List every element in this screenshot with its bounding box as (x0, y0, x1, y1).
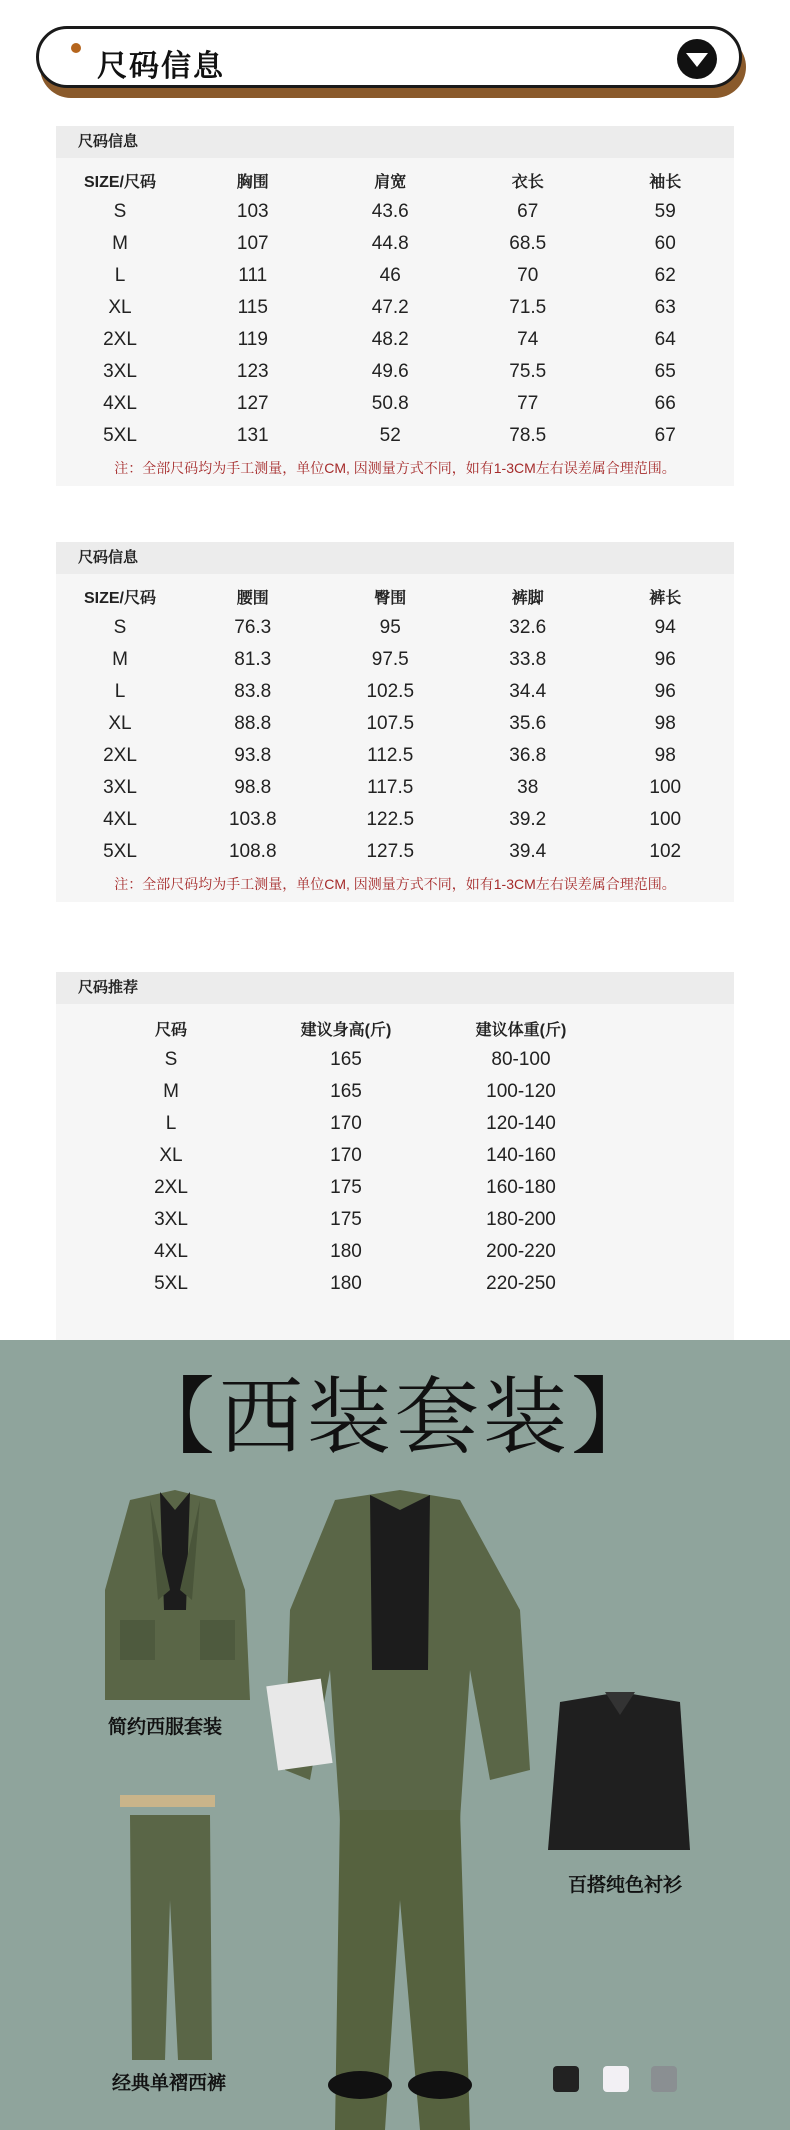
table-cell: 70 (517, 265, 539, 286)
table-cell: 95 (379, 617, 401, 638)
table-cell: 38 (517, 777, 539, 798)
table-row (56, 260, 734, 292)
column-header: SIZE/尺码 (83, 173, 156, 191)
table-row (56, 324, 734, 356)
caption-shirt: 百搭纯色衬衫 (568, 1875, 683, 1896)
table-cell: 93.8 (234, 745, 272, 766)
column-header: 建议体重(斤) (475, 1021, 567, 1039)
table-cell: M (112, 649, 128, 670)
table-cell: 59 (654, 201, 676, 222)
table-row (56, 740, 734, 772)
table-cell: L (165, 1113, 177, 1134)
measurement-note: 注：全部尺码均为手工测量，单位CM, 因测量方式不同，如有1-3CM左右误差属合理范围。 (114, 876, 676, 892)
table-cell: 34.4 (509, 681, 547, 702)
table-cell: 96 (654, 649, 676, 670)
table-cell: 100 (649, 809, 682, 830)
table-header-row (56, 580, 734, 612)
table-cell: 200-220 (486, 1241, 556, 1262)
table-cell: 83.8 (234, 681, 272, 702)
table-cell: 68.5 (509, 233, 547, 254)
table-cell: 98 (654, 745, 676, 766)
table-cell: 165 (330, 1081, 362, 1102)
column-header: 尺码 (154, 1021, 187, 1039)
table-cell: L (114, 265, 126, 286)
table-row (56, 804, 734, 836)
table-cell: 97.5 (371, 649, 409, 670)
table-row (56, 836, 734, 868)
table-cell: 74 (517, 329, 539, 350)
table-cell: 103.8 (228, 809, 277, 830)
table-cell: 5XL (103, 841, 137, 862)
table-cell: 160-180 (486, 1177, 556, 1198)
table-row (56, 356, 734, 388)
table-cell: 64 (654, 329, 676, 350)
table-row (96, 1236, 734, 1268)
table-cell: 81.3 (234, 649, 272, 670)
table-cell: 112.5 (367, 745, 414, 766)
table-row (56, 292, 734, 324)
table-cell: 2XL (154, 1177, 188, 1198)
product-showcase (0, 1340, 790, 2130)
table-cell: 5XL (103, 425, 137, 446)
table-cell: 96 (654, 681, 676, 702)
table-cell: 43.6 (371, 201, 409, 222)
table-cell: 4XL (103, 809, 137, 830)
table-cell: 122.5 (366, 809, 415, 830)
table-cell: 50.8 (371, 393, 409, 414)
caption-pants: 经典单褶西裤 (112, 2073, 227, 2094)
table-cell: 39.2 (509, 809, 547, 830)
table-cell: L (114, 681, 126, 702)
column-header: 建议身高(斤) (300, 1021, 392, 1039)
table-cell: 47.2 (371, 297, 409, 318)
table-cell: 111 (238, 265, 268, 286)
table-cell: M (112, 233, 128, 254)
table-cell: 175 (330, 1209, 362, 1230)
column-header: 肩宽 (374, 173, 407, 191)
table-cell: 98.8 (234, 777, 272, 798)
table-row (56, 388, 734, 420)
table-cell: 2XL (103, 329, 137, 350)
table-row (96, 1172, 734, 1204)
header-dot (71, 43, 81, 53)
table-row (56, 196, 734, 228)
caption-jacket: 简约西服套装 (108, 1717, 223, 1738)
header-title: 尺码信息 (97, 50, 225, 83)
table-cell: 49.6 (371, 361, 409, 382)
panel-title: 尺码信息 (56, 126, 734, 158)
table-cell: 33.8 (509, 649, 547, 670)
table-cell: 107 (236, 233, 269, 254)
table-cell: 165 (330, 1049, 362, 1070)
table-cell: 94 (654, 617, 676, 638)
table-cell: 52 (379, 425, 401, 446)
column-header: 裤长 (649, 589, 682, 607)
table-cell: XL (108, 713, 132, 734)
table-cell: 115 (237, 297, 268, 318)
table-cell: 46 (379, 265, 401, 286)
table-cell: 107.5 (366, 713, 415, 734)
table-row (56, 420, 734, 452)
table-cell: 170 (330, 1113, 362, 1134)
table-cell: 123 (236, 361, 269, 382)
table-row (56, 644, 734, 676)
table-header-row (56, 164, 734, 196)
table-cell: 108.8 (228, 841, 277, 862)
section-header (36, 26, 746, 96)
table-cell: 88.8 (234, 713, 272, 734)
header-pill (36, 26, 742, 88)
table-cell: 48.2 (371, 329, 409, 350)
size-table-pants (56, 542, 734, 902)
panel-title: 尺码推荐 (56, 972, 734, 1004)
table-cell: 127 (236, 393, 269, 414)
table-cell: 5XL (154, 1273, 188, 1294)
table-cell: 78.5 (509, 425, 547, 446)
column-header: 袖长 (649, 173, 682, 191)
pants-image (120, 1795, 215, 2060)
table-cell: 119 (237, 329, 268, 350)
table-cell: 4XL (103, 393, 137, 414)
table-cell: 3XL (154, 1209, 188, 1230)
table-cell: M (163, 1081, 179, 1102)
table-cell: S (113, 201, 127, 222)
table-cell: 3XL (103, 361, 137, 382)
panel-title: 尺码信息 (56, 542, 734, 574)
size-recommendation-table (56, 972, 734, 1340)
table-cell: 66 (654, 393, 676, 414)
column-header: SIZE/尺码 (83, 589, 156, 607)
table-cell: 3XL (103, 777, 137, 798)
table-cell: 2XL (103, 745, 137, 766)
table-cell: 102.5 (366, 681, 415, 702)
table-cell: 180 (330, 1241, 362, 1262)
shirt-image (548, 1692, 690, 1850)
table-cell: 71.5 (509, 297, 547, 318)
table-cell: 35.6 (509, 713, 547, 734)
table-row (96, 1044, 734, 1076)
table-body (56, 574, 734, 868)
table-row (96, 1076, 734, 1108)
table-row (56, 228, 734, 260)
table-cell: XL (159, 1145, 183, 1166)
table-header-row (96, 1012, 734, 1044)
table-cell: 63 (654, 297, 676, 318)
column-header: 臀围 (374, 589, 407, 607)
column-header: 腰围 (236, 589, 269, 607)
color-swatch-white[interactable] (603, 2066, 629, 2092)
table-cell: 175 (330, 1177, 362, 1198)
measurement-note: 注：全部尺码均为手工测量，单位CM, 因测量方式不同，如有1-3CM左右误差属合理范围。 (114, 460, 676, 476)
table-row (56, 708, 734, 740)
table-cell: 117.5 (367, 777, 414, 798)
table-cell: 67 (517, 201, 539, 222)
table-cell: 75.5 (509, 361, 547, 382)
chevron-down-icon[interactable] (677, 39, 717, 79)
table-row (96, 1140, 734, 1172)
table-cell: 100-120 (486, 1081, 556, 1102)
column-header: 衣长 (511, 173, 544, 191)
table-cell: 180-200 (486, 1209, 556, 1230)
table-cell: 98 (654, 713, 676, 734)
table-row (56, 612, 734, 644)
table-cell: 4XL (154, 1241, 188, 1262)
table-cell: S (113, 617, 127, 638)
table-cell: 140-160 (486, 1145, 556, 1166)
table-cell: S (164, 1049, 178, 1070)
table-row (56, 772, 734, 804)
table-row (56, 676, 734, 708)
table-cell: 62 (654, 265, 676, 286)
table-body (56, 1004, 734, 1300)
table-cell: 103 (236, 201, 269, 222)
table-row (96, 1108, 734, 1140)
table-cell: 65 (654, 361, 676, 382)
table-cell: 39.4 (509, 841, 547, 862)
promo-title: 【西装套装】 (130, 1368, 659, 1466)
table-cell: XL (108, 297, 132, 318)
table-cell: 170 (330, 1145, 362, 1166)
table-cell: 36.8 (509, 745, 547, 766)
table-cell: 131 (236, 425, 269, 446)
table-cell: 32.6 (509, 617, 547, 638)
column-header: 胸围 (236, 173, 269, 191)
column-header: 裤脚 (511, 589, 544, 607)
table-cell: 100 (649, 777, 682, 798)
table-cell: 102 (649, 841, 682, 862)
model-image (266, 1490, 530, 2130)
table-row (96, 1268, 734, 1300)
table-cell: 77 (517, 393, 539, 414)
jacket-image (105, 1490, 250, 1700)
table-cell: 220-250 (486, 1273, 556, 1294)
size-table-jacket (56, 126, 734, 486)
table-body (56, 158, 734, 452)
table-cell: 80-100 (491, 1049, 551, 1070)
table-cell: 127.5 (366, 841, 415, 862)
color-swatch-black[interactable] (553, 2066, 579, 2092)
table-cell: 180 (330, 1273, 362, 1294)
table-cell: 44.8 (371, 233, 409, 254)
table-row (96, 1204, 734, 1236)
table-cell: 67 (654, 425, 676, 446)
table-cell: 120-140 (486, 1113, 556, 1134)
table-cell: 60 (654, 233, 676, 254)
table-cell: 76.3 (234, 617, 272, 638)
color-swatch-gray[interactable] (651, 2066, 677, 2092)
